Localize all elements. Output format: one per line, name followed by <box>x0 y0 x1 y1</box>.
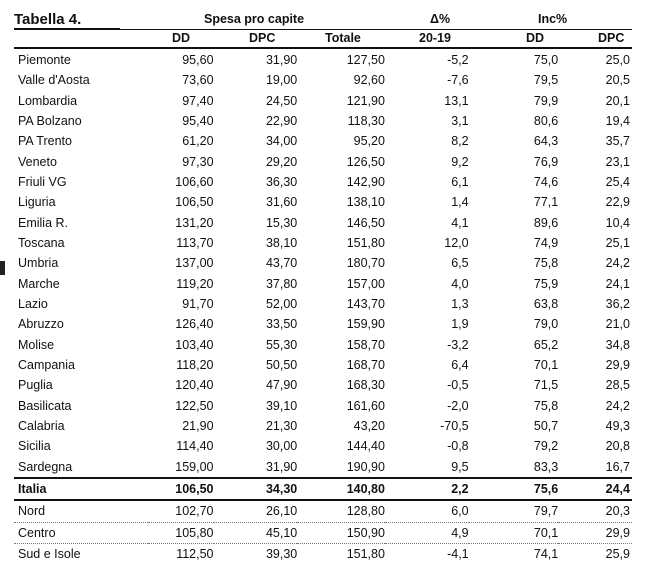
table-row <box>14 50 632 70</box>
cell-dd: 112,50 <box>148 543 214 564</box>
cell-inc-dpc: 24,2 <box>605 256 630 271</box>
cell-inc-dpc: 49,3 <box>605 419 630 434</box>
cell-dpc: 19,00 <box>265 73 298 88</box>
cell-totale: 158,70 <box>346 337 385 352</box>
cell-region: Sicilia <box>18 439 51 454</box>
cell-delta: 6,1 <box>451 175 469 190</box>
header-inc: Inc% <box>538 12 568 26</box>
cell-inc-dpc: 16,7 <box>605 459 630 474</box>
cell-totale: 146,50 <box>346 215 385 230</box>
cell-region: Liguria <box>18 195 56 210</box>
cell-region: Umbria <box>18 256 59 271</box>
cell-delta: 4,9 <box>385 522 469 543</box>
cell-region: Centro <box>14 522 148 543</box>
cell-dpc: 37,80 <box>265 276 298 291</box>
cell-inc-dpc: 28,5 <box>605 378 630 393</box>
cell-dpc: 30,00 <box>265 439 298 454</box>
cell-inc-dd: 75,8 <box>533 256 559 271</box>
cell-dd: 106,50 <box>148 478 214 500</box>
cell-delta: 1,3 <box>451 297 469 312</box>
cell-delta: -0,5 <box>447 378 469 393</box>
cell-delta: 4,0 <box>451 276 469 291</box>
table-row <box>14 396 632 416</box>
cell-inc-dpc: 20,5 <box>605 73 630 88</box>
cell-totale: 151,80 <box>297 543 385 564</box>
cell-totale: 118,30 <box>347 114 385 129</box>
table-row <box>14 233 632 253</box>
cell-dd: 106,50 <box>175 195 214 210</box>
cell-dpc: 29,20 <box>265 154 298 169</box>
cell-inc-dpc: 23,1 <box>605 154 630 169</box>
cell-inc-dd: 71,5 <box>533 378 559 393</box>
cell-inc-dd: 79,7 <box>469 500 559 522</box>
table-row <box>14 172 632 192</box>
cell-dd: 106,60 <box>175 175 214 190</box>
table-row <box>14 478 632 500</box>
cell-inc-dpc: 25,9 <box>558 543 632 564</box>
cell-totale: 150,90 <box>297 522 385 543</box>
cell-region: Lazio <box>18 297 48 312</box>
cell-inc-dpc: 29,9 <box>558 522 632 543</box>
cell-inc-dd: 74,1 <box>469 543 559 564</box>
cell-region: Calabria <box>18 419 65 434</box>
cell-region: Campania <box>18 358 75 373</box>
cell-delta: 9,2 <box>451 154 469 169</box>
cell-dd: 113,70 <box>176 236 214 251</box>
cell-delta: 6,0 <box>385 500 469 522</box>
cell-dd: 120,40 <box>175 378 214 393</box>
cell-inc-dd: 64,3 <box>533 134 559 149</box>
cell-delta: -2,0 <box>447 398 469 413</box>
cell-inc-dpc: 25,0 <box>605 53 630 68</box>
table-row <box>14 70 632 90</box>
cell-delta: -7,6 <box>447 73 469 88</box>
cell-dpc: 26,10 <box>214 500 298 522</box>
cell-inc-dpc: 24,4 <box>558 478 632 500</box>
cell-inc-dd: 75,9 <box>533 276 559 291</box>
cell-totale: 126,50 <box>346 154 385 169</box>
table-row <box>14 192 632 212</box>
cell-totale: 143,70 <box>346 297 385 312</box>
cell-inc-dd: 76,9 <box>533 154 559 169</box>
cell-inc-dd: 79,2 <box>533 439 559 454</box>
cell-dpc: 38,10 <box>265 236 298 251</box>
cell-delta: -4,1 <box>385 543 469 564</box>
cell-region: PA Bolzano <box>18 114 82 129</box>
cell-dpc: 36,30 <box>265 175 298 190</box>
cell-region: Piemonte <box>18 53 71 68</box>
cell-totale: 190,90 <box>346 459 385 474</box>
cell-dd: 95,40 <box>182 114 214 129</box>
cell-totale: 127,50 <box>346 53 385 68</box>
cell-inc-dpc: 24,1 <box>605 276 630 291</box>
cell-totale: 142,90 <box>346 175 385 190</box>
cell-delta: 9,5 <box>451 459 469 474</box>
cell-region: Abruzzo <box>18 317 64 332</box>
cell-inc-dpc: 36,2 <box>605 297 630 312</box>
cell-dd: 97,40 <box>182 93 214 108</box>
cell-inc-dd: 75,8 <box>533 398 559 413</box>
cell-inc-dd: 74,9 <box>533 236 559 251</box>
header-spesa-pro-capite: Spesa pro capite <box>204 12 305 26</box>
cell-dpc: 39,30 <box>214 543 298 564</box>
cell-totale: 157,00 <box>346 276 385 291</box>
cell-delta: 1,4 <box>451 195 469 210</box>
cell-inc-dpc: 10,4 <box>605 215 630 230</box>
cell-dpc: 52,00 <box>265 297 298 312</box>
cell-region: Puglia <box>18 378 53 393</box>
cell-totale: 128,80 <box>297 500 385 522</box>
cell-dd: 105,80 <box>148 522 214 543</box>
data-table <box>14 50 632 564</box>
table-row <box>14 416 632 436</box>
cell-delta: -0,8 <box>447 439 469 454</box>
cell-delta: 4,1 <box>451 215 469 230</box>
cell-dpc: 39,10 <box>265 398 298 413</box>
cell-dpc: 47,90 <box>265 378 298 393</box>
cell-inc-dpc: 29,9 <box>605 358 630 373</box>
cell-totale: 151,80 <box>346 236 385 251</box>
cell-totale: 161,60 <box>346 398 385 413</box>
cell-inc-dpc: 22,9 <box>605 195 630 210</box>
header-col-inc-dd: DD <box>526 31 545 45</box>
header-col-dd: DD <box>172 31 191 45</box>
cell-region: Italia <box>14 478 148 500</box>
cell-inc-dpc: 25,4 <box>605 175 630 190</box>
cell-totale: 138,10 <box>346 195 385 210</box>
cell-region: Sardegna <box>18 459 73 474</box>
table-row <box>14 152 632 172</box>
cell-dd: 61,20 <box>182 134 214 149</box>
cell-dd: 126,40 <box>175 317 214 332</box>
margin-mark <box>0 261 5 275</box>
table-row <box>14 314 632 334</box>
cell-totale: 43,20 <box>353 419 385 434</box>
cell-inc-dd: 79,5 <box>533 73 559 88</box>
cell-totale: 168,30 <box>346 378 385 393</box>
cell-delta: 12,0 <box>444 236 469 251</box>
header-rule-top <box>14 29 632 30</box>
cell-inc-dd: 79,9 <box>533 93 559 108</box>
cell-inc-dpc: 19,4 <box>605 114 630 129</box>
cell-region: Basilicata <box>18 398 72 413</box>
header-delta: Δ% <box>430 12 451 26</box>
header-rule-bottom <box>14 47 632 49</box>
cell-dd: 122,50 <box>175 398 214 413</box>
cell-dpc: 34,30 <box>214 478 298 500</box>
cell-inc-dd: 83,3 <box>533 459 559 474</box>
cell-inc-dpc: 20,1 <box>605 93 630 108</box>
cell-inc-dpc: 20,8 <box>605 439 630 454</box>
cell-region: Lombardia <box>18 93 78 108</box>
cell-totale: 121,90 <box>346 93 385 108</box>
cell-inc-dd: 63,8 <box>533 297 559 312</box>
cell-delta: 13,1 <box>444 93 469 108</box>
cell-dpc: 50,50 <box>265 358 298 373</box>
table-row <box>14 543 632 564</box>
cell-region: Friuli VG <box>18 175 67 190</box>
cell-inc-dpc: 20,3 <box>558 500 632 522</box>
cell-inc-dd: 74,6 <box>533 175 559 190</box>
cell-dpc: 45,10 <box>214 522 298 543</box>
cell-dpc: 34,00 <box>265 134 298 149</box>
cell-totale: 159,90 <box>346 317 385 332</box>
cell-inc-dd: 70,1 <box>533 358 559 373</box>
cell-region: PA Trento <box>18 134 72 149</box>
cell-dd: 159,00 <box>175 459 214 474</box>
cell-inc-dd: 75,6 <box>469 478 559 500</box>
cell-inc-dpc: 24,2 <box>605 398 630 413</box>
cell-dd: 102,70 <box>148 500 214 522</box>
cell-dpc: 55,30 <box>265 337 298 352</box>
cell-inc-dd: 80,6 <box>533 114 559 129</box>
cell-dpc: 22,90 <box>265 114 298 129</box>
cell-delta: 6,5 <box>451 256 469 271</box>
cell-inc-dd: 89,6 <box>533 215 559 230</box>
table-row <box>14 253 632 273</box>
cell-delta: -70,5 <box>440 419 469 434</box>
cell-inc-dd: 70,1 <box>469 522 559 543</box>
cell-dd: 73,60 <box>182 73 214 88</box>
cell-totale: 144,40 <box>346 439 385 454</box>
cell-dd: 131,20 <box>175 215 214 230</box>
cell-inc-dpc: 21,0 <box>605 317 630 332</box>
cell-totale: 180,70 <box>346 256 385 271</box>
cell-dd: 103,40 <box>175 337 214 352</box>
table-row <box>14 213 632 233</box>
cell-region: Molise <box>18 337 55 352</box>
cell-inc-dd: 77,1 <box>533 195 559 210</box>
cell-region: Toscana <box>18 236 65 251</box>
cell-delta: -3,2 <box>447 337 469 352</box>
cell-dpc: 31,90 <box>265 459 298 474</box>
cell-inc-dpc: 25,1 <box>605 236 630 251</box>
table-row <box>14 375 632 395</box>
cell-dd: 118,20 <box>176 358 214 373</box>
table-row <box>14 500 632 522</box>
table-row <box>14 131 632 151</box>
cell-dd: 91,70 <box>182 297 214 312</box>
cell-dd: 21,90 <box>182 419 214 434</box>
table-row <box>14 355 632 375</box>
cell-region: Emilia R. <box>18 215 69 230</box>
table-row <box>14 522 632 543</box>
cell-totale: 95,20 <box>353 134 385 149</box>
cell-inc-dd: 50,7 <box>533 419 559 434</box>
header-col-inc-dpc: DPC <box>598 31 625 45</box>
cell-dpc: 31,60 <box>265 195 298 210</box>
cell-delta: 8,2 <box>451 134 469 149</box>
header-col-20-19: 20-19 <box>419 31 451 45</box>
table-row <box>14 274 632 294</box>
cell-dd: 137,00 <box>175 256 214 271</box>
header-col-dpc: DPC <box>249 31 276 45</box>
cell-region: Marche <box>18 276 60 291</box>
cell-dpc: 24,50 <box>265 93 298 108</box>
cell-delta: 1,9 <box>451 317 469 332</box>
cell-dpc: 21,30 <box>265 419 298 434</box>
cell-dpc: 31,90 <box>265 53 298 68</box>
cell-delta: -5,2 <box>447 53 469 68</box>
table-title: Tabella 4. <box>14 12 120 30</box>
cell-dd: 97,30 <box>182 154 214 169</box>
cell-inc-dpc: 34,8 <box>605 337 630 352</box>
cell-inc-dd: 79,0 <box>533 317 559 332</box>
cell-region: Sud e Isole <box>14 543 148 564</box>
cell-dpc: 43,70 <box>265 256 298 271</box>
cell-delta: 2,2 <box>385 478 469 500</box>
cell-dpc: 33,50 <box>265 317 298 332</box>
table-row <box>14 436 632 456</box>
table-row <box>14 294 632 314</box>
header-col-totale: Totale <box>325 31 361 45</box>
cell-delta: 3,1 <box>451 114 469 129</box>
cell-inc-dd: 75,0 <box>533 53 559 68</box>
cell-dpc: 15,30 <box>265 215 298 230</box>
cell-totale: 140,80 <box>297 478 385 500</box>
cell-dd: 119,20 <box>176 276 214 291</box>
table-row <box>14 457 632 478</box>
cell-totale: 92,60 <box>353 73 385 88</box>
cell-dd: 95,60 <box>182 53 214 68</box>
cell-totale: 168,70 <box>346 358 385 373</box>
cell-region: Veneto <box>18 154 57 169</box>
cell-region: Nord <box>14 500 148 522</box>
cell-dd: 114,40 <box>176 439 214 454</box>
cell-inc-dpc: 35,7 <box>605 134 630 149</box>
cell-delta: 6,4 <box>451 358 469 373</box>
cell-inc-dd: 65,2 <box>533 337 559 352</box>
table-row <box>14 91 632 111</box>
cell-region: Valle d'Aosta <box>18 73 90 88</box>
table-row <box>14 111 632 131</box>
table-row <box>14 335 632 355</box>
